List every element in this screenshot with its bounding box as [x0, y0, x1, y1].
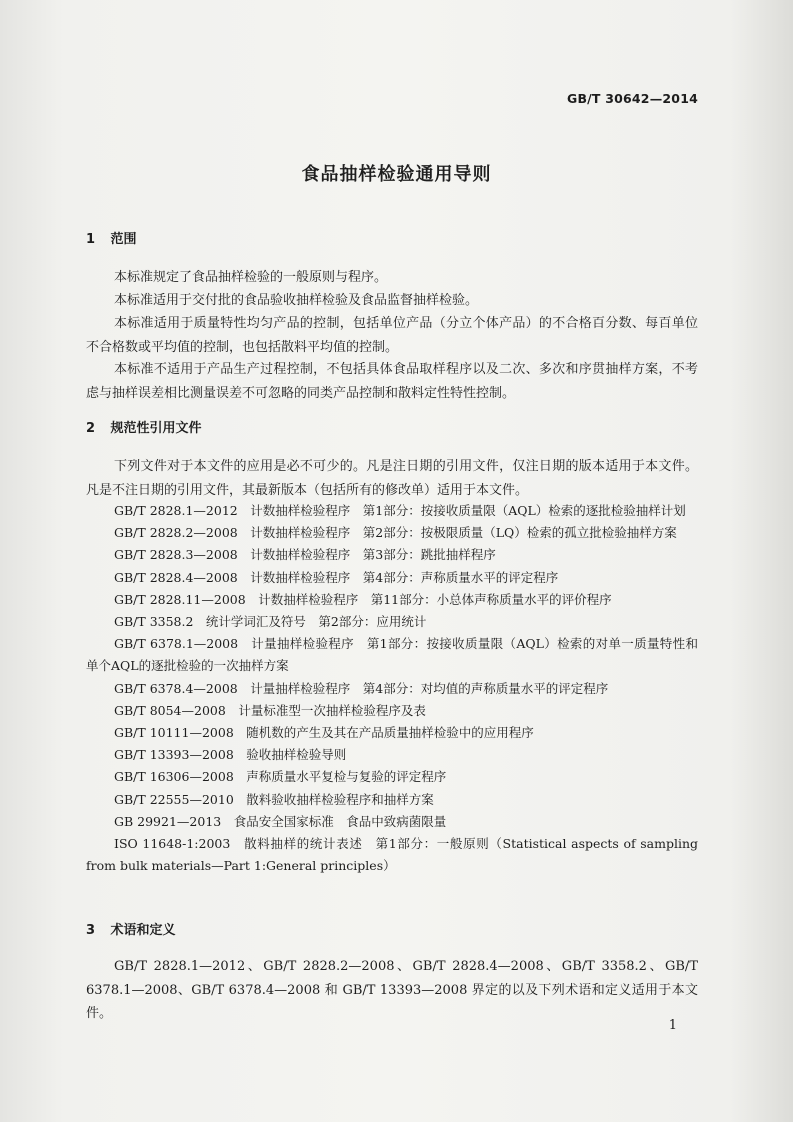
page-number: 1	[668, 1018, 677, 1033]
reference-item: ISO 11648-1:2003 散料抽样的统计表述 第1部分：一般原则（Statistical aspects of sampling from bulk materials—Part 1:General principles）	[86, 836, 698, 874]
reference-item: GB/T 8054—2008 计量标准型一次抽样检验程序及表	[114, 702, 426, 718]
reference-item: GB/T 2828.1—2012 计数抽样检验程序 第1部分：按接收质量限（AQL）检索的逐批检验抽样计划	[114, 503, 686, 518]
section-1-title: 范围	[110, 232, 137, 247]
reference-item: GB/T 2828.3—2008 计数抽样检验程序 第3部分：跳批抽样程序	[114, 547, 496, 563]
standard-code: GB/T 30642—2014	[566, 91, 698, 106]
section-3-number: 3	[86, 923, 96, 938]
document-title: 食品抽样检验通用导则	[301, 164, 492, 185]
reference-item: GB/T 6378.1—2008 计量抽样检验程序 第1部分：按接收质量限（AQL）检索的对单一质量特性和单个AQL的逐批检验的一次抽样方案	[86, 636, 698, 674]
scope-paragraph-1: 本标准规定了食品抽样检验的一般原则与程序。	[114, 270, 388, 285]
reference-item: GB/T 2828.11—2008 计数抽样检验程序 第11部分：小总体声称质量水平的评价程序	[114, 591, 612, 607]
scope-paragraph-2: 本标准适用于交付批的食品验收抽样检验及食品监督抽样检验。	[114, 293, 479, 308]
scope-paragraph-3: 本标准适用于质量特性均匀产品的控制，包括单位产品（分立个体产品）的不合格百分数、每百单位不合格数或平均值的控制，也包括散料平均值的控制。	[86, 316, 698, 355]
normative-references-list	[86, 500, 698, 877]
reference-item: GB/T 13393—2008 验收抽样检验导则	[114, 747, 347, 763]
reference-item: GB/T 16306—2008 声称质量水平复检与复验的评定程序	[114, 769, 447, 785]
section-2-number: 2	[86, 421, 96, 436]
reference-item: GB/T 6378.4—2008 计量抽样检验程序 第4部分：对均值的声称质量水平的评定程序	[114, 680, 609, 696]
reference-item: GB/T 3358.2 统计学词汇及符号 第2部分：应用统计	[114, 614, 427, 630]
scope-paragraph-4: 本标准不适用于产品生产过程控制，不包括具体食品取样程序以及二次、多次和序贯抽样方案，不考虑与抽样误差相比测量误差不可忽略的同类产品控制和散料定性特性控制。	[86, 362, 698, 401]
section-1-number: 1	[86, 232, 96, 247]
section-3-title: 术语和定义	[110, 923, 176, 938]
section-1-heading	[86, 228, 137, 247]
reference-item: GB 29921—2013 食品安全国家标准 食品中致病菌限量	[114, 813, 447, 829]
reference-item: GB/T 2828.2—2008 计数抽样检验程序 第2部分：按极限质量（LQ）检索的孤立批检验抽样方案	[114, 525, 677, 541]
references-intro: 下列文件对于本文件的应用是必不可少的。凡是注日期的引用文件，仅注日期的版本适用于本文件。凡是不注日期的引用文件，其最新版本（包括所有的修改单）适用于本文件。	[86, 459, 698, 498]
section-2-title: 规范性引用文件	[110, 421, 202, 436]
section-3-heading	[86, 919, 176, 938]
reference-item: GB/T 22555—2010 散料验收抽样检验程序和抽样方案	[114, 791, 434, 807]
reference-item: GB/T 2828.4—2008 计数抽样检验程序 第4部分：声称质量水平的评定程序	[114, 569, 559, 585]
reference-item: GB/T 10111—2008 随机数的产生及其在产品质量抽样检验中的应用程序	[114, 725, 534, 741]
terms-paragraph: GB/T 2828.1—2012、GB/T 2828.2—2008、GB/T 2828.4—2008、GB/T 3358.2、GB/T 6378.1—2008、GB/T 6378.4—2008 和 GB/T 13393—2008 界定的以及下列术语和定义适用于本文件。	[86, 959, 698, 1021]
section-2-heading	[86, 417, 202, 436]
